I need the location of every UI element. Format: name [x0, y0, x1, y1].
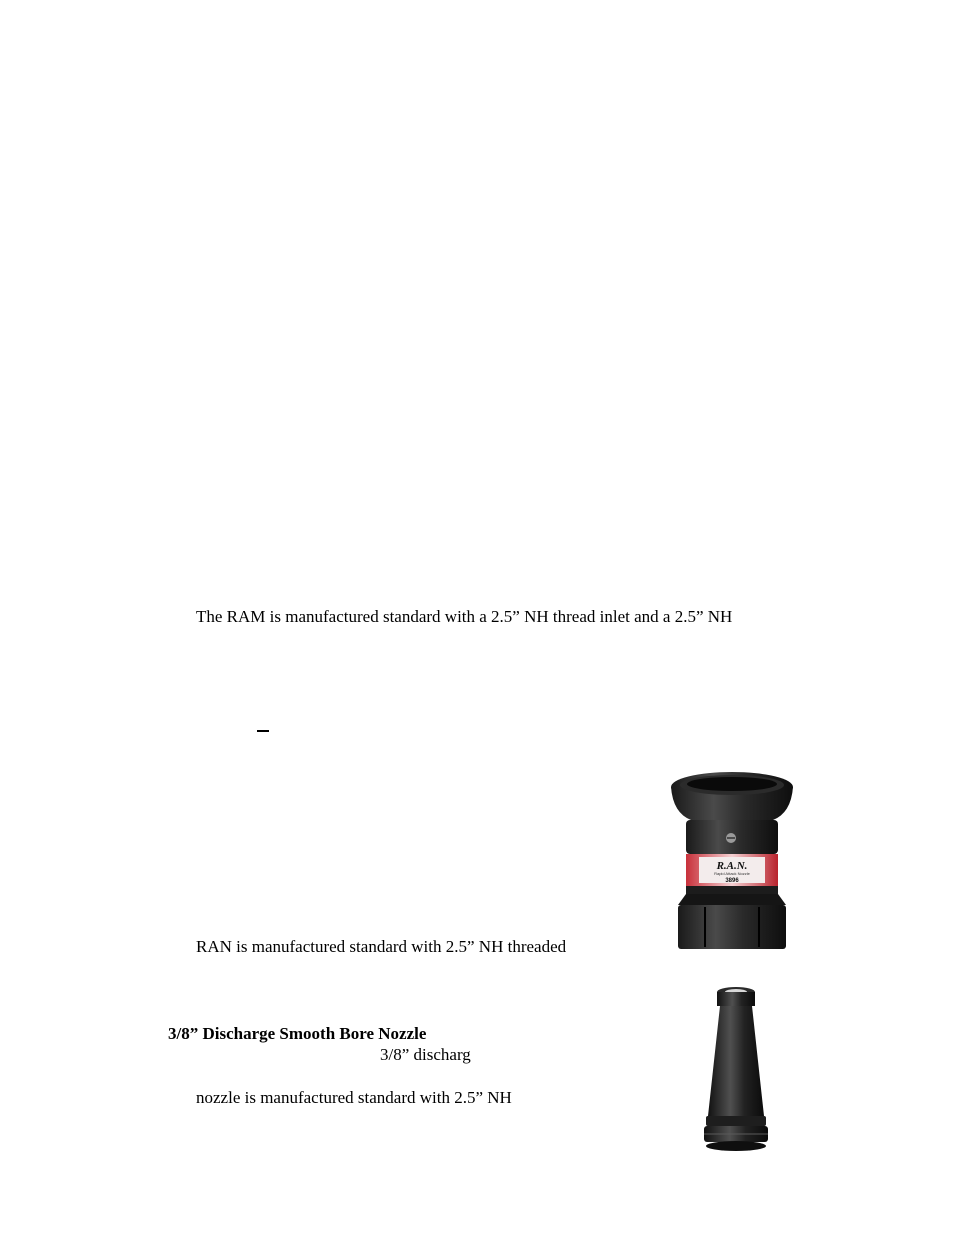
smooth-bore-nozzle-image: [696, 982, 776, 1158]
ran-label-number: 3896: [725, 878, 739, 884]
smooth-bore-paragraph: nozzle is manufactured standard with 2.5” NH: [196, 1088, 512, 1107]
ran-paragraph: RAN is manufactured standard with 2.5” NH threaded: [196, 937, 567, 956]
ran-label-subtitle: Rapid Attack Nozzle: [714, 871, 750, 876]
dash-mark: [257, 730, 269, 732]
ran-nozzle-image: [659, 765, 806, 949]
ran-label-name: R.A.N.: [716, 860, 748, 872]
smooth-bore-heading: 3/8” Discharge Smooth Bore Nozzle: [168, 1024, 427, 1043]
smooth-bore-fragment: 3/8” discharg: [380, 1045, 471, 1064]
ram-paragraph: The RAM is manufactured standard with a 2.5” NH thread inlet and a 2.5” NH: [196, 607, 733, 626]
